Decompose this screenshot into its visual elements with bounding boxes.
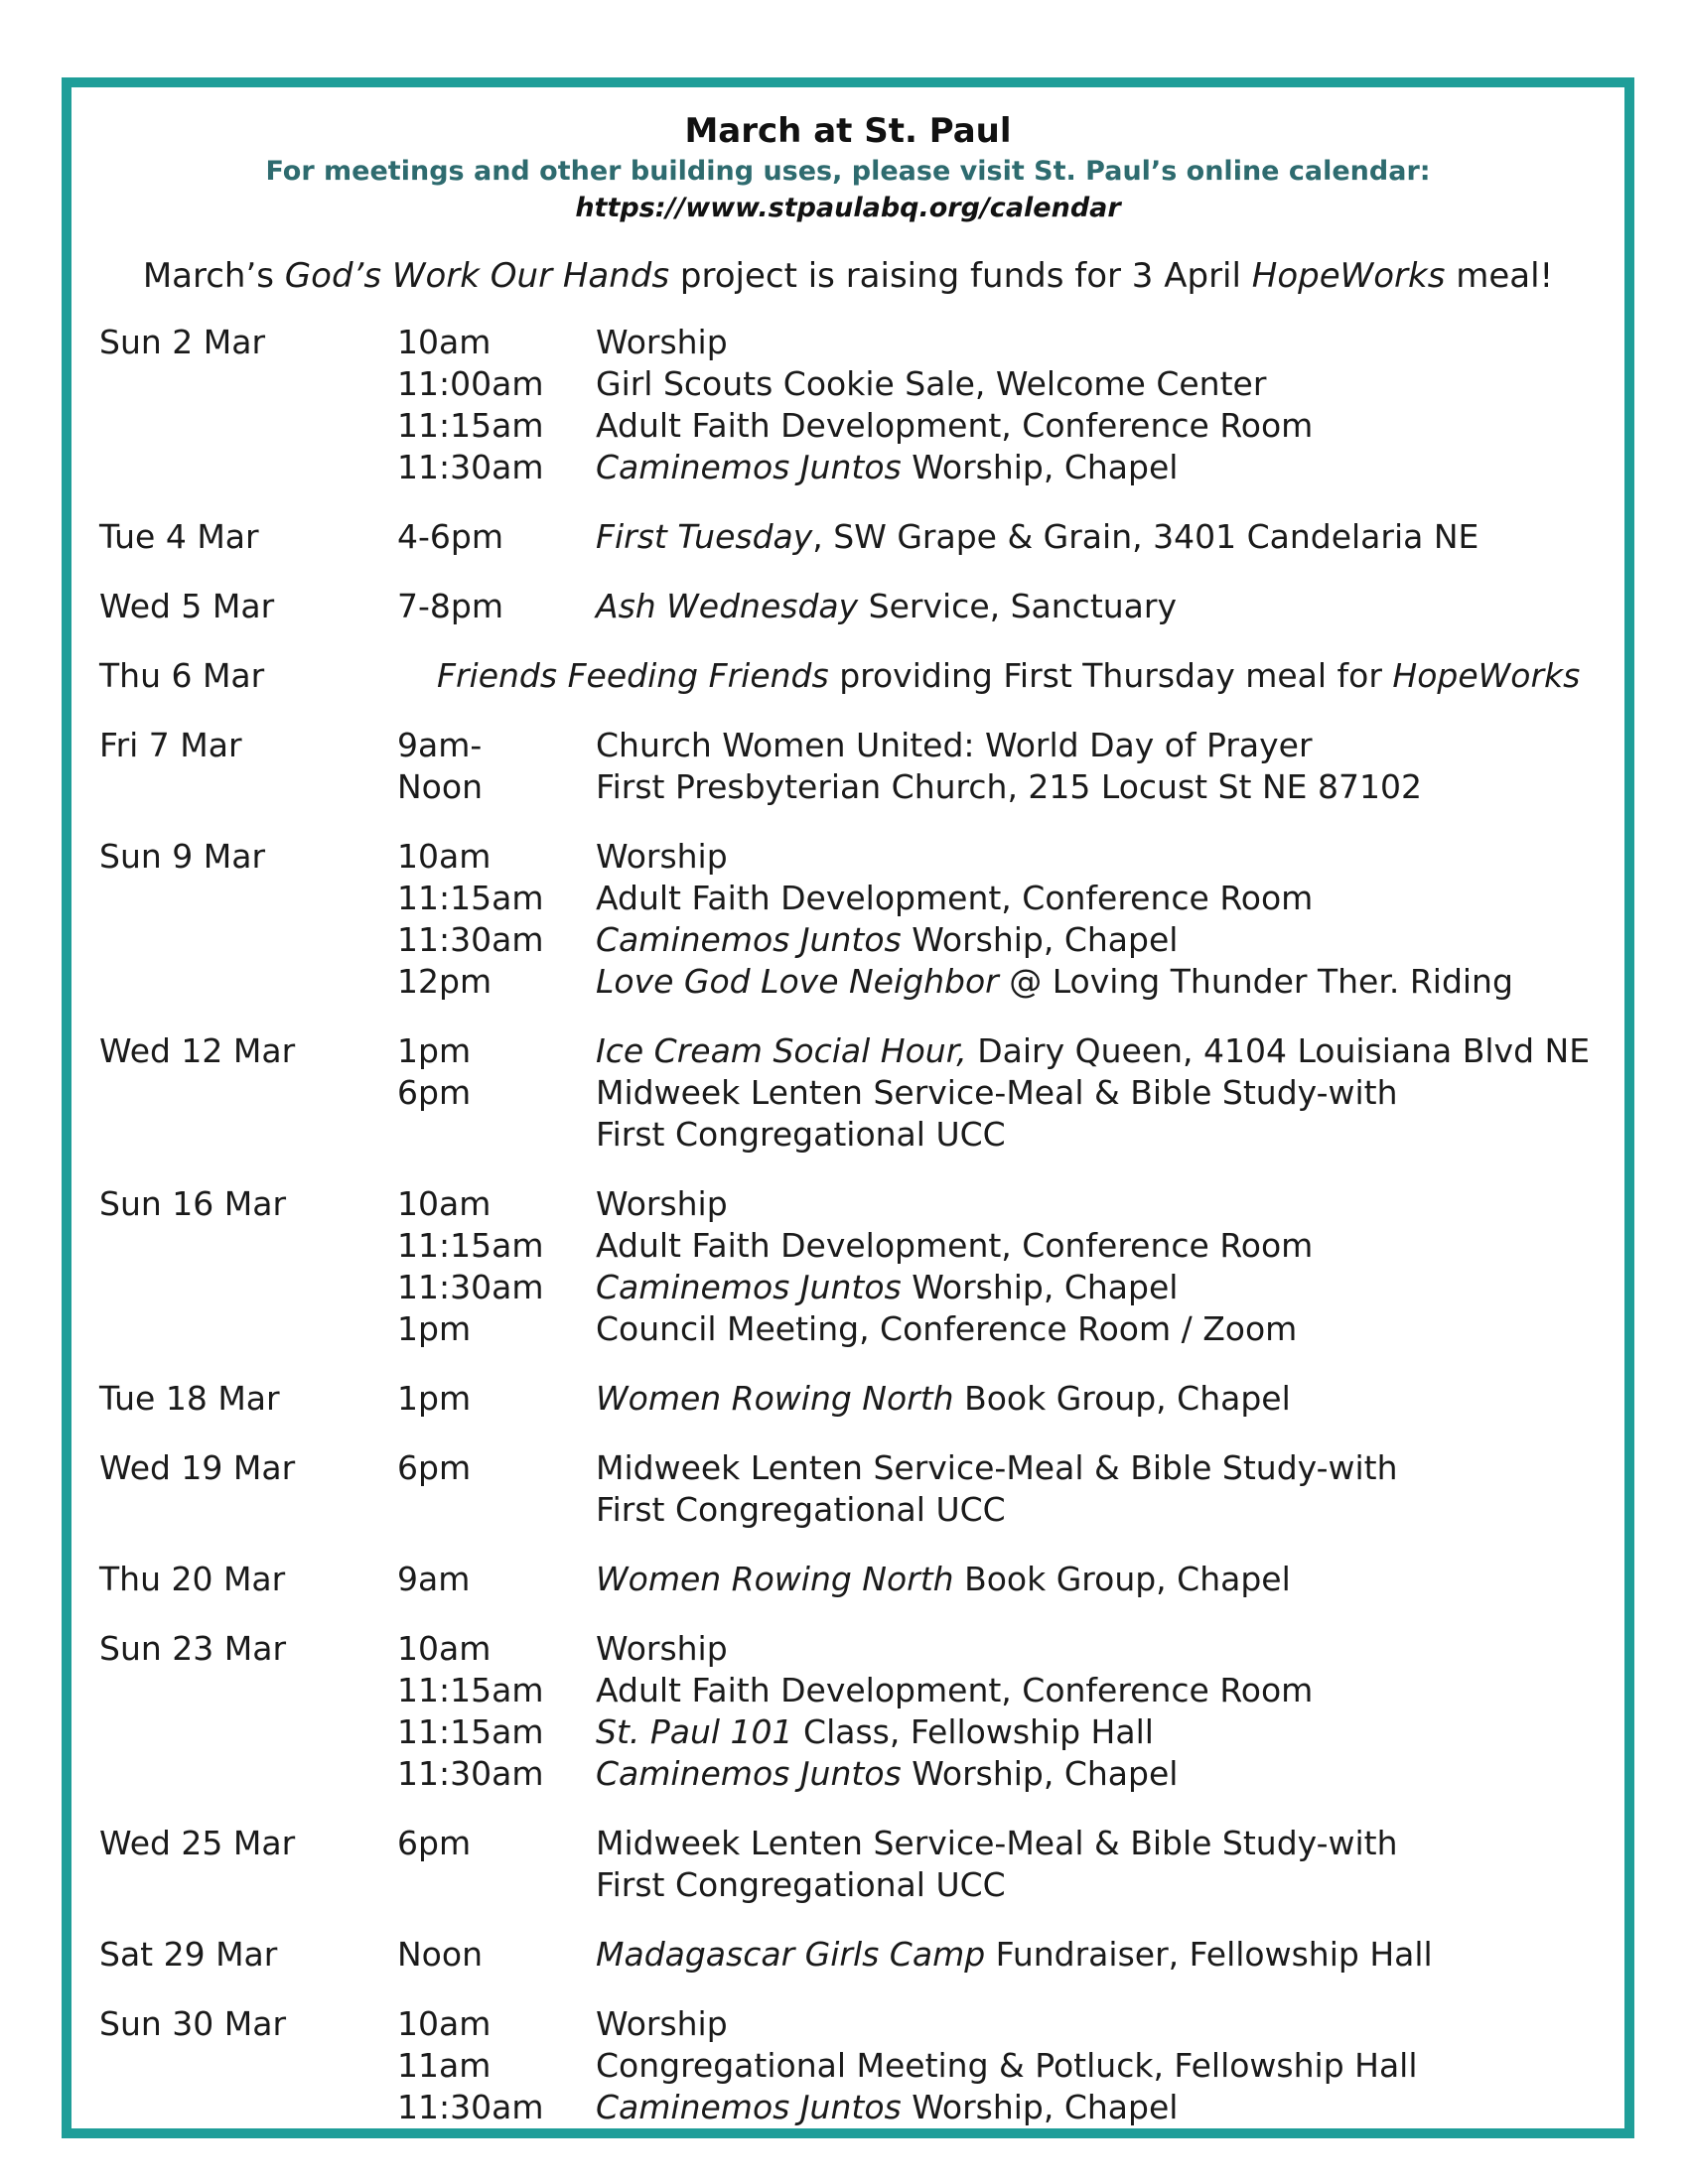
event-date: Wed 12 Mar: [99, 1031, 296, 1070]
event-day: [99, 1378, 1615, 1420]
event-time: 11:30am: [397, 448, 544, 486]
event-description: [596, 1030, 1615, 1072]
event-text: Service, Sanctuary: [858, 587, 1178, 625]
event-text: Class, Fellowship Hall: [792, 1712, 1154, 1751]
event-row: [99, 1225, 1615, 1267]
event-row: [99, 2003, 1615, 2045]
event-text: Adult Faith Development, Conference Room: [596, 406, 1314, 445]
subtitle: For meetings and other building uses, please visit St. Paul’s online calendar:: [265, 156, 1431, 187]
event-description: [596, 586, 1615, 627]
event-row: [99, 1267, 1615, 1308]
event-description: [596, 1267, 1615, 1308]
project-text-2: God’s Work Our Hands: [284, 256, 670, 296]
event-description: [596, 2045, 1615, 2087]
event-description: [596, 961, 1615, 1003]
event-row: [99, 363, 1615, 405]
event-description: [596, 919, 1615, 961]
event-row: [99, 836, 1615, 878]
event-time: 10am: [397, 323, 492, 361]
event-row: [99, 1378, 1615, 1420]
event-text: Book Group, Chapel: [953, 1560, 1291, 1598]
event-row: [99, 1559, 1615, 1600]
event-description: [596, 1628, 1615, 1670]
event-text: Worship, Chapel: [901, 1268, 1179, 1306]
event-text: First Congregational UCC: [596, 1490, 1006, 1529]
event-day: [99, 655, 1615, 697]
event-description: [596, 766, 1615, 808]
event-day: [99, 1628, 1615, 1795]
event-row: [99, 878, 1615, 919]
event-time: Noon: [397, 1935, 483, 1974]
event-description: [596, 1864, 1615, 1906]
event-time: 1pm: [397, 1031, 472, 1070]
event-row: [99, 1711, 1615, 1753]
event-row: [99, 1823, 1615, 1864]
event-row: [99, 1753, 1615, 1795]
event-time: 10am: [397, 1184, 492, 1223]
event-description: [596, 363, 1615, 405]
event-description: [596, 1447, 1615, 1489]
event-text: Worship: [596, 323, 728, 361]
event-text: Council Meeting, Conference Room / Zoom: [596, 1309, 1298, 1348]
project-text-5: meal!: [1445, 256, 1554, 296]
event-text: First Tuesday: [596, 517, 813, 556]
event-text: Ash Wednesday: [596, 587, 859, 625]
event-time: 12pm: [397, 962, 492, 1001]
event-description: [596, 2003, 1615, 2045]
event-row: [99, 1489, 1615, 1531]
event-date: Tue 18 Mar: [99, 1379, 280, 1418]
event-description: [596, 447, 1615, 488]
event-text: Worship, Chapel: [901, 448, 1179, 486]
event-row: [99, 1072, 1615, 1114]
event-text: First Congregational UCC: [596, 1115, 1006, 1154]
event-description: [596, 725, 1615, 766]
event-time: 11:15am: [397, 879, 544, 917]
event-text: Caminemos Juntos: [596, 2088, 902, 2126]
event-text: Adult Faith Development, Conference Room: [596, 879, 1314, 917]
event-time: 11:30am: [397, 1754, 544, 1793]
event-time: 11:30am: [397, 920, 544, 959]
project-text-1: March’s: [142, 256, 285, 296]
event-row: [99, 1447, 1615, 1489]
event-date: Wed 19 Mar: [99, 1448, 296, 1487]
event-time: 11:15am: [397, 1712, 544, 1751]
event-text: Ice Cream Social Hour,: [596, 1031, 967, 1070]
event-date: Sun 30 Mar: [99, 2004, 287, 2043]
event-text: Midweek Lenten Service-Meal & Bible Study-with: [596, 1073, 1398, 1112]
event-description: [596, 1114, 1615, 1156]
event-text: Caminemos Juntos: [596, 1754, 902, 1793]
header: [71, 87, 1624, 226]
event-day: [99, 2003, 1615, 2128]
event-list: [99, 322, 1615, 2156]
event-time: 11:15am: [397, 406, 544, 445]
event-row: [99, 655, 1615, 697]
event-description: [596, 836, 1615, 878]
event-row: [99, 725, 1615, 766]
event-row: [99, 1934, 1615, 1976]
event-time: 6pm: [397, 1824, 472, 1862]
event-text: Worship, Chapel: [901, 2088, 1179, 2126]
event-row: [99, 919, 1615, 961]
event-day: [99, 836, 1615, 1003]
event-time: 10am: [397, 1629, 492, 1668]
event-row: [99, 1183, 1615, 1225]
calendar-frame: [62, 77, 1634, 2138]
event-description: [397, 655, 1615, 697]
event-text: Worship, Chapel: [901, 1754, 1179, 1793]
event-time: 1pm: [397, 1379, 472, 1418]
event-row: [99, 447, 1615, 488]
event-day: [99, 1823, 1615, 1906]
event-description: [596, 878, 1615, 919]
event-date: Fri 7 Mar: [99, 726, 242, 764]
event-row: [99, 2045, 1615, 2087]
event-text: Worship: [596, 2004, 728, 2043]
event-row: [99, 1628, 1615, 1670]
event-day: [99, 586, 1615, 627]
event-date: Sat 29 Mar: [99, 1935, 278, 1974]
event-day: [99, 725, 1615, 808]
event-date: Sun 23 Mar: [99, 1629, 287, 1668]
event-row: [99, 1030, 1615, 1072]
event-row: [99, 1114, 1615, 1156]
event-text: Women Rowing North: [596, 1560, 954, 1598]
event-description: [596, 1711, 1615, 1753]
event-text: Worship: [596, 1629, 728, 1668]
event-time: 11:30am: [397, 2088, 544, 2126]
event-text: providing First Thursday meal for: [828, 656, 1393, 695]
event-text: Book Group, Chapel: [953, 1379, 1291, 1418]
event-text: Caminemos Juntos: [596, 920, 902, 959]
event-description: [596, 1072, 1615, 1114]
event-day: [99, 516, 1615, 558]
event-time: Noon: [397, 767, 483, 806]
event-row: [99, 2087, 1615, 2128]
event-text: Worship: [596, 837, 728, 876]
event-time: 6pm: [397, 1073, 472, 1112]
event-time: 11am: [397, 2046, 492, 2085]
event-text: , SW Grape & Grain, 3401 Candelaria NE: [812, 517, 1479, 556]
event-time: 6pm: [397, 1448, 472, 1487]
event-time: 4-6pm: [397, 517, 503, 556]
event-date: Thu 20 Mar: [99, 1560, 286, 1598]
project-note: [71, 256, 1624, 296]
event-row: [99, 766, 1615, 808]
event-date: Wed 5 Mar: [99, 587, 275, 625]
event-text: HopeWorks: [1392, 656, 1581, 695]
event-day: [99, 322, 1615, 488]
event-text: Adult Faith Development, Conference Room: [596, 1226, 1314, 1265]
event-text: Congregational Meeting & Potluck, Fellowship Hall: [596, 2046, 1418, 2085]
event-text: Fundraiser, Fellowship Hall: [985, 1935, 1433, 1974]
event-description: [596, 1225, 1615, 1267]
event-date: Wed 25 Mar: [99, 1824, 296, 1862]
event-description: [596, 322, 1615, 363]
event-day: [99, 1030, 1615, 1156]
project-text-4: HopeWorks: [1251, 256, 1446, 296]
event-row: [99, 322, 1615, 363]
event-date: Thu 6 Mar: [99, 656, 265, 695]
event-description: [596, 1489, 1615, 1531]
event-time: 9am-: [397, 726, 483, 764]
event-text: Church Women United: World Day of Prayer: [596, 726, 1313, 764]
event-day: [99, 1183, 1615, 1350]
event-description: [596, 1308, 1615, 1350]
event-row: [99, 586, 1615, 627]
event-time: 1pm: [397, 1309, 472, 1348]
event-row: [99, 961, 1615, 1003]
event-description: [596, 1753, 1615, 1795]
event-description: [596, 1559, 1615, 1600]
event-description: [596, 1670, 1615, 1711]
event-day: [99, 1934, 1615, 1976]
calendar-url[interactable]: https://www.stpaulabq.org/calendar: [575, 193, 1121, 223]
event-text: Adult Faith Development, Conference Room: [596, 1671, 1314, 1709]
event-time: 7-8pm: [397, 587, 503, 625]
event-day: [99, 1447, 1615, 1531]
event-date: Tue 4 Mar: [99, 517, 259, 556]
event-row: [99, 1864, 1615, 1906]
project-text-3: project is raising funds for 3 April: [669, 256, 1252, 296]
event-time: 11:30am: [397, 1268, 544, 1306]
event-text: Madagascar Girls Camp: [596, 1935, 986, 1974]
event-text: Caminemos Juntos: [596, 448, 902, 486]
event-text: First Congregational UCC: [596, 1865, 1006, 1904]
event-day: [99, 1559, 1615, 1600]
event-text: St. Paul 101: [596, 1712, 793, 1751]
event-row: [99, 516, 1615, 558]
event-description: [596, 405, 1615, 447]
event-text: Midweek Lenten Service-Meal & Bible Study-with: [596, 1824, 1398, 1862]
event-date: Sun 9 Mar: [99, 837, 266, 876]
event-text: Midweek Lenten Service-Meal & Bible Study-with: [596, 1448, 1398, 1487]
event-date: Sun 2 Mar: [99, 323, 266, 361]
event-time: 9am: [397, 1560, 471, 1598]
event-text: Caminemos Juntos: [596, 1268, 902, 1306]
event-time: 10am: [397, 2004, 492, 2043]
event-text: Worship: [596, 1184, 728, 1223]
event-time: 11:00am: [397, 364, 544, 403]
event-date: Sun 16 Mar: [99, 1184, 287, 1223]
event-time: 11:15am: [397, 1226, 544, 1265]
event-text: Girl Scouts Cookie Sale, Welcome Center: [596, 364, 1267, 403]
event-row: [99, 405, 1615, 447]
event-time: 10am: [397, 837, 492, 876]
event-description: [596, 516, 1615, 558]
event-text: Love God Love Neighbor: [596, 962, 999, 1001]
page-title: March at St. Paul: [684, 111, 1012, 151]
event-text: Worship, Chapel: [901, 920, 1179, 959]
event-description: [596, 2087, 1615, 2128]
event-description: [596, 1934, 1615, 1976]
event-text: @ Loving Thunder Ther. Riding: [998, 962, 1513, 1001]
event-text: Women Rowing North: [596, 1379, 954, 1418]
event-text: First Presbyterian Church, 215 Locust St NE 87102: [596, 767, 1422, 806]
event-description: [596, 1183, 1615, 1225]
event-time: 11:15am: [397, 1671, 544, 1709]
event-row: [99, 1308, 1615, 1350]
event-description: [596, 1378, 1615, 1420]
event-description: [596, 1823, 1615, 1864]
event-text: Friends Feeding Friends: [437, 656, 829, 695]
event-text: Dairy Queen, 4104 Louisiana Blvd NE: [966, 1031, 1591, 1070]
event-row: [99, 1670, 1615, 1711]
